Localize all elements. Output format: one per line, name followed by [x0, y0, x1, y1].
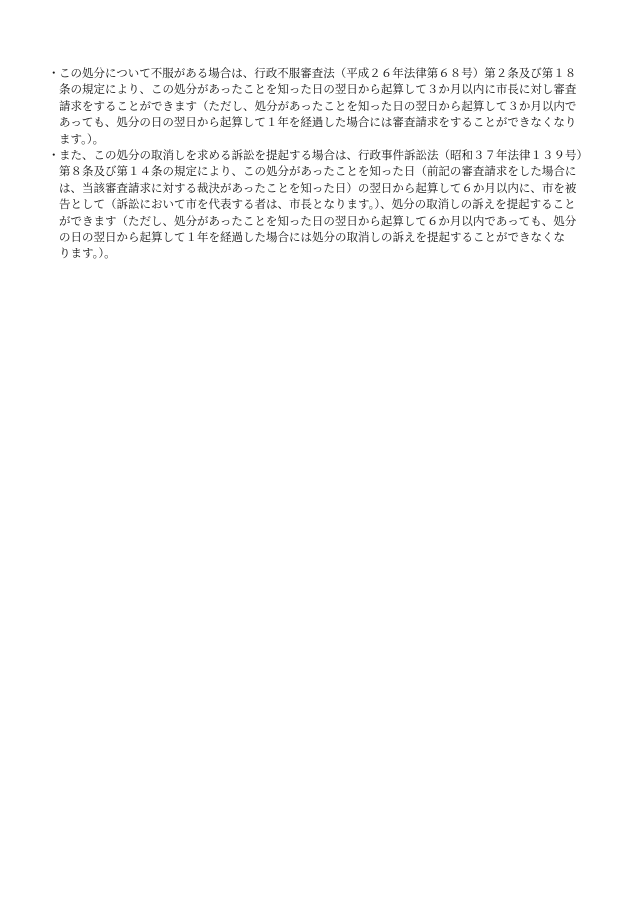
notice-line: ができます（ただし、処分があったことを知った日の翌日から起算して６か月以内であっても、処分: [59, 213, 577, 228]
administrative-appeal-notice: [48, 65, 588, 147]
bullet-marker: ・: [48, 66, 60, 80]
notice-line: ります。）。: [59, 246, 116, 261]
notice-line: ます。）。: [59, 131, 105, 146]
notice-line: 第８条及び第１４条の規定により、この処分があったことを知った日（前記の審査請求をした場合に: [59, 164, 577, 179]
notice-line: 条の規定により、この処分があったことを知った日の翌日から起算して３か月以内に市長に対し審査: [59, 82, 577, 97]
bullet-marker: ・: [48, 148, 60, 163]
notice-line: この処分について不服がある場合は、行政不服審査法（平成２６年法律第６８号）第２条及び第１８: [59, 66, 577, 80]
notice-line: また、この処分の取消しを求める訴訟を提起する場合は、行政事件訴訟法（昭和３７年法律１３９号）: [59, 148, 588, 163]
revocation-lawsuit-notice: [48, 147, 588, 262]
notice-line: あっても、処分の日の翌日から起算して１年を経過した場合には審査請求をすることができなくなり: [59, 115, 577, 130]
notice-line: は、当該審査請求に対する裁決があったことを知った日）の翌日から起算して６か月以内に、市を被: [59, 180, 577, 195]
notice-line: の日の翌日から起算して１年を経過した場合には処分の取消しの訴えを提起することができなくな: [59, 230, 565, 245]
appeal-notice-list: [48, 65, 588, 262]
notice-line: 告として（訴訟において市を代表する者は、市長となります。）、処分の取消しの訴えを提起すること: [59, 197, 576, 212]
notice-line: 請求をすることができます（ただし、処分があったことを知った日の翌日から起算して３か月以内で: [59, 98, 577, 113]
